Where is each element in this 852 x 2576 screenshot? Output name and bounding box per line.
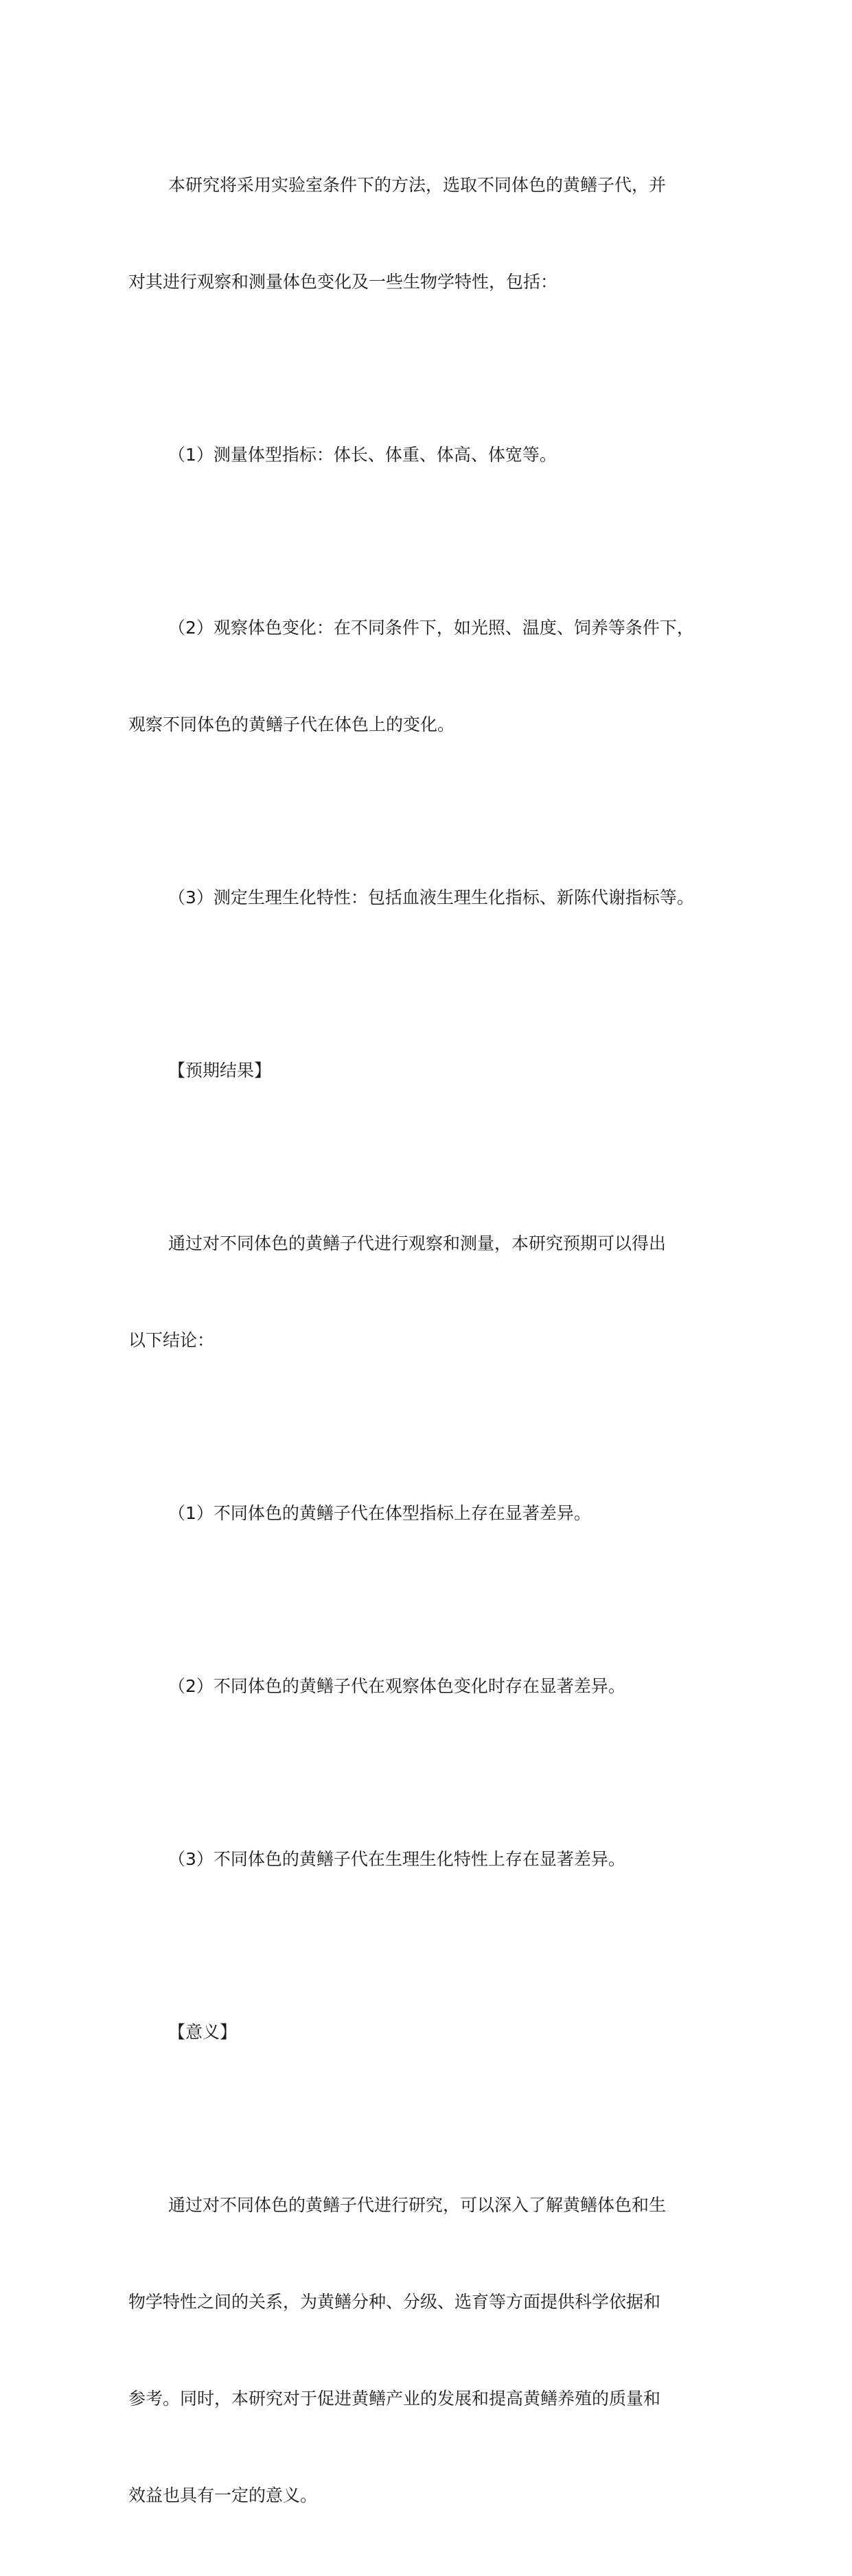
- text-line: 通过对不同体色的黄鳝子代进行研究，可以深入了解黄鳝体色和生: [168, 2195, 667, 2215]
- heading-text: 【预期结果】: [168, 1060, 272, 1080]
- text-line: （2）不同体色的黄鳝子代在观察体色变化时存在显著差异。: [168, 1676, 625, 1696]
- text-line: 本研究将采用实验室条件下的方法，选取不同体色的黄鳝子代，并: [168, 175, 667, 195]
- text-line: （1）不同体色的黄鳝子代在体型指标上存在显著差异。: [168, 1503, 591, 1523]
- paragraph-expected-2: [128, 1605, 739, 1767]
- paragraph-method-intro: [128, 104, 739, 362]
- text-line: 参考。同时，本研究对于促进黄鳝产业的发展和提高黄鳝养殖的质量和: [128, 2389, 661, 2409]
- paragraph-method-3: [128, 817, 739, 978]
- text-line: 效益也具有一定的意义。: [128, 2485, 318, 2505]
- text-line: （3）不同体色的黄鳝子代在生理生化特性上存在显著差异。: [168, 1849, 625, 1869]
- paragraph-method-2: [128, 547, 739, 805]
- heading-text: 【意义】: [168, 2022, 238, 2042]
- text-line: （1）测量体型指标：体长、体重、体高、体宽等。: [168, 445, 557, 465]
- paragraph-method-1: [128, 374, 739, 535]
- paragraph-significance-body: [128, 2124, 739, 2576]
- text-line: 对其进行观察和测量体色变化及一些生物学特性，包括：: [128, 272, 558, 292]
- paragraph-expected-1: [128, 1432, 739, 1594]
- section-heading-significance: [128, 1951, 739, 2113]
- text-line: （2）观察体色变化：在不同条件下，如光照、温度、饲养等条件下，: [168, 618, 694, 638]
- paragraph-expected-intro: [128, 1163, 739, 1421]
- text-line: 观察不同体色的黄鳝子代在体色上的变化。: [128, 715, 455, 734]
- text-line: 物学特性之间的关系，为黄鳝分种、分级、选育等方面提供科学依据和: [128, 2292, 661, 2312]
- text-line: 以下结论：: [128, 1330, 215, 1350]
- text-line: （3）测定生理生化特性：包括血液生理生化指标、新陈代谢指标等。: [168, 887, 694, 907]
- text-line: 通过对不同体色的黄鳝子代进行观察和测量，本研究预期可以得出: [168, 1233, 667, 1253]
- paragraph-expected-3: [128, 1778, 739, 1940]
- section-heading-expected-results: [128, 990, 739, 1151]
- document-body: [128, 104, 739, 2576]
